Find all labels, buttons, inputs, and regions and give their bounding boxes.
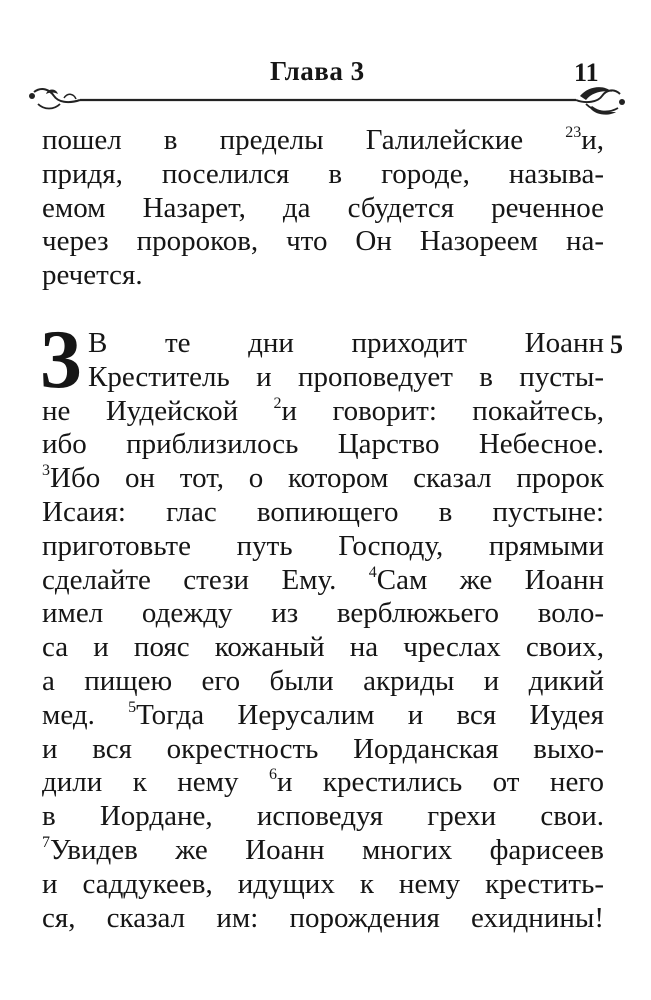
floral-ornament-icon (20, 82, 630, 118)
text-line: сделайте стези Ему. $^4$Сам же Иоанн (42, 563, 604, 596)
text-line: $^3$Ибо он тот, о котором сказал пророк (42, 462, 604, 495)
verse-number: 2 (273, 394, 282, 412)
text-line: ся, сказал им: порождения ехиднины! (42, 901, 604, 934)
text-line: емом Назарет, да сбудется реченное (42, 191, 604, 224)
text-line: са и пояс кожаный на чреслах своих, (42, 631, 604, 664)
chapter-drop-cap: 3 (40, 313, 82, 406)
text-line: Исаия: глас вопиющего в пустыне: (42, 495, 604, 528)
text-line: Креститель и проповедует в пусты- (88, 360, 604, 393)
verse-number: 6 (268, 766, 277, 784)
verse-number: 3 (42, 462, 50, 480)
text-line: имел одежду из верблюжьего воло- (42, 597, 604, 630)
text-line: в Иордане, исповедуя грехи свои. (42, 800, 604, 833)
text-line: а пищею его были акриды и дикий (42, 664, 604, 697)
text-line: дили к нему $^6$и крестились от него (42, 766, 604, 799)
verse-number: 5 (128, 698, 137, 716)
verse-number: 7 (42, 833, 50, 851)
text-line: через пророков, что Он Назореем на- (42, 225, 604, 258)
verse-number: 23 (565, 124, 582, 141)
text-line: $^7$Увидев же Иоанн многих фарисеев (42, 833, 604, 866)
text-line: мед. $^5$Тогда Иерусалим и вся Иудея (42, 698, 604, 731)
page-number: 11 (574, 58, 599, 87)
text-line: не Иудейской $^2$и говорит: покайтесь, (42, 394, 604, 427)
text-line: и вся окрестность Иорданская выхо- (42, 732, 604, 765)
paragraph-continuation (42, 124, 604, 293)
margin-verse-number: 5 (610, 330, 623, 359)
chapter-paragraph (42, 327, 604, 935)
text-line: и саддукеев, идущих к нему крестить- (42, 867, 604, 900)
text-line: приготовьте путь Господу, прямыми (42, 529, 604, 562)
verse-number: 4 (368, 563, 377, 581)
text-line: пошел в пределы Галилейские $^{23}$и, (42, 124, 604, 156)
text-line: речется. (42, 259, 143, 292)
text-line: ибо приблизилось Царство Небесное. (42, 428, 604, 461)
text-line: В те дни приходит Иоанн (88, 327, 604, 359)
chapter-title: Глава 3 (270, 56, 365, 86)
text-line: придя, поселился в городе, называ- (42, 157, 604, 190)
